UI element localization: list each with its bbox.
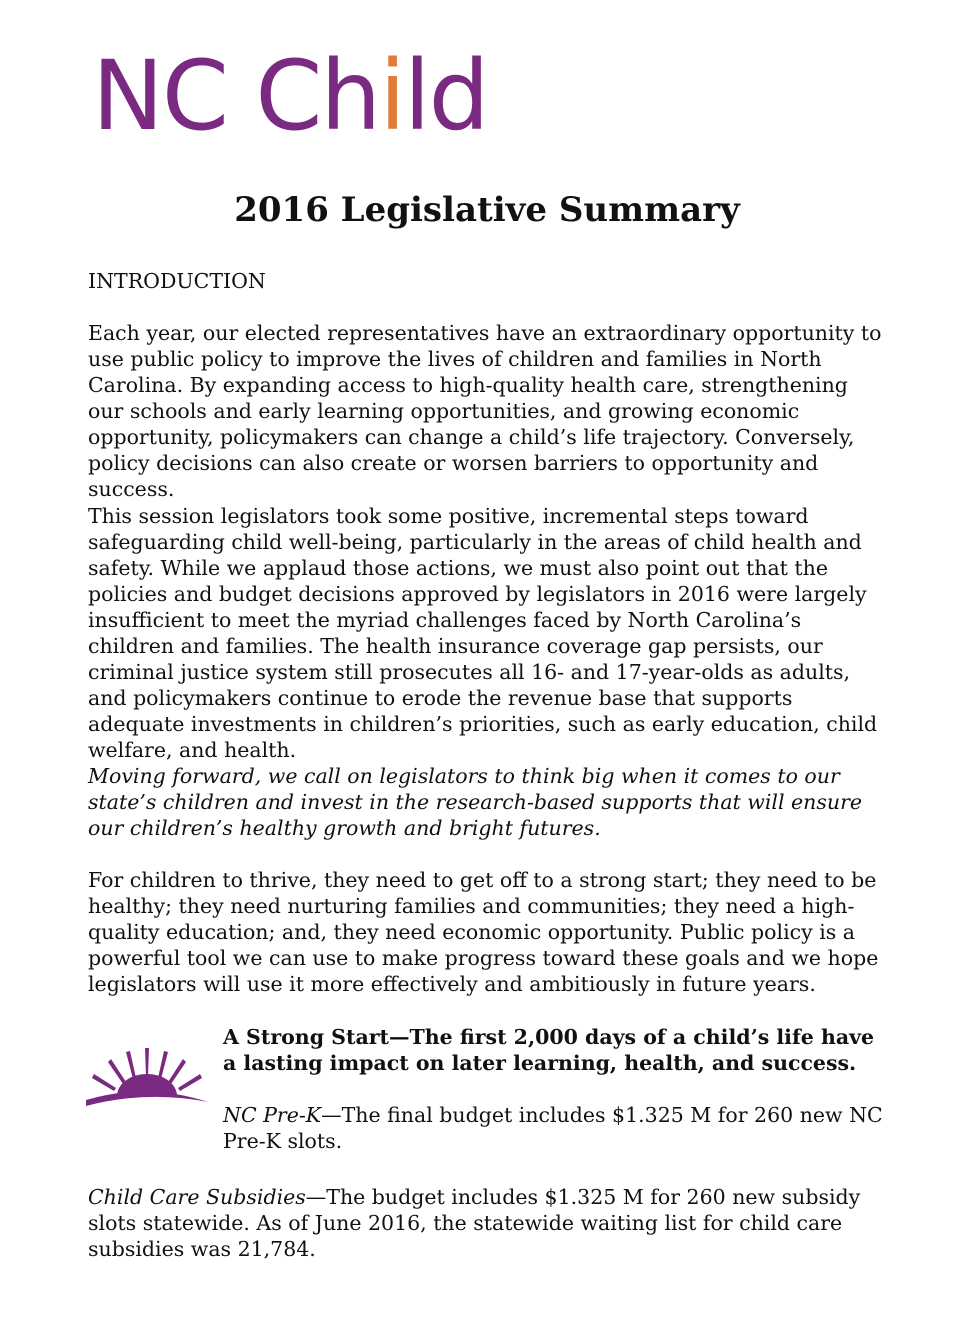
logo-text-start: NC Ch [92, 40, 380, 152]
strong-start-heading: A Strong Start—The first 2,000 days of a child’s life have a lasting impact on later learning, health, and success. [223, 1025, 875, 1075]
paragraph-1: Each year, our elected representatives have an extraordinary opportunity to use public policy to improve the lives of children and families in North Carolina. By expanding access to high-quality health care, strengthening our schools and early learning opportunities, and growing economic opportunity, policymakers can change a child’s life trajectory. Conversely, policy decisions can also create or worsen barriers to opportunity and success. [88, 321, 882, 501]
child-care-subsidies-item [88, 1184, 888, 1262]
paragraph-2: This session legislators took some positive, incremental steps toward safeguarding child well-being, particularly in the areas of child health and safety. While we applaud those actions, we must also point out that the policies and budget decisions approved by legislators in 2016 were largely insufficient to meet the myriad challenges faced by North Carolina’s children and families. The health insurance coverage gap persists, our criminal justice system still prosecutes all 16- and 17-year-olds as adults, and policymakers continue to erode the revenue base that supports adequate investments in children’s priorities, such as early education, child welfare, and health. [88, 504, 878, 762]
rising-sun-icon [86, 1046, 208, 1110]
intro-heading: INTRODUCTION [88, 269, 266, 293]
document-title: 2016 Legislative Summary [234, 190, 740, 230]
nc-child-logo [92, 40, 488, 152]
paragraph-4: For children to thrive, they need to get off to a strong start; they need to be healthy; they need nurturing families and communities; they need a high-quality education; and, they need economic opportunity. Public policy is a powerful tool we can use to make progress toward these goals and we hope legislators will use it more effectively and ambitiously in future years. [88, 868, 879, 996]
paragraph-3: Moving forward, we call on legislators to think big when it comes to our state’s children and invest in the research-based supports that will ensure our children’s healthy growth and bright futures. [88, 764, 863, 840]
logo-text-end: ld [403, 40, 488, 152]
logo-child-figure: i [379, 40, 404, 152]
nc-prek-item [223, 1102, 883, 1154]
child-care-label: Child Care Subsidies [88, 1185, 306, 1209]
nc-prek-text: —The final budget includes $1.325 M for 260 new NC Pre-K slots. [223, 1103, 883, 1153]
child-care-text: —The budget includes $1.325 M for 260 new subsidy slots statewide. As of June 2016, the statewide waiting list for child care subsidies was 21,784. [88, 1185, 861, 1261]
nc-prek-label: NC Pre-K [223, 1103, 322, 1127]
